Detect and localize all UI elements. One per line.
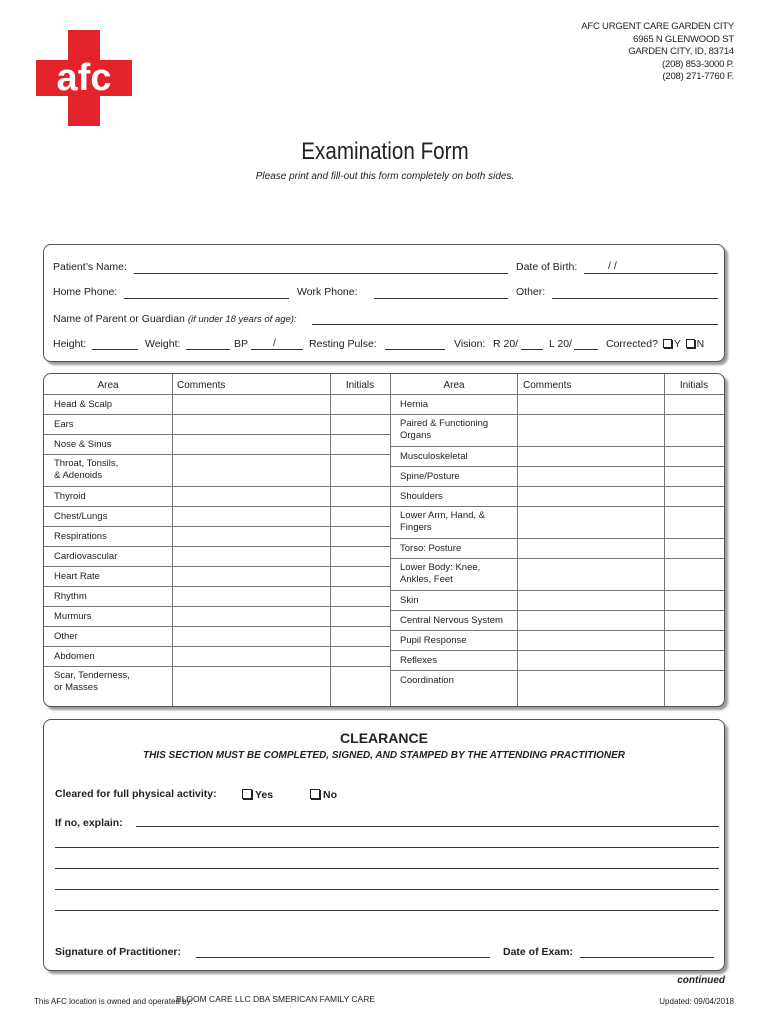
clearance-box bbox=[43, 719, 725, 971]
patient-info-box bbox=[43, 244, 725, 362]
cleared-label: Cleared for full physical activity: bbox=[55, 788, 217, 800]
explain-line[interactable] bbox=[55, 847, 719, 848]
right-area-item: Musculoskeletal bbox=[400, 451, 468, 462]
vision-left-label: L 20/ bbox=[549, 338, 572, 350]
left-area-item: Scar, Tenderness, or Masses bbox=[54, 670, 130, 693]
right-area-item: Reflexes bbox=[400, 655, 437, 666]
left-area-item: Nose & Sinus bbox=[54, 439, 112, 450]
bp-separator: / bbox=[273, 337, 276, 349]
logo-text: afc bbox=[56, 57, 112, 99]
corrected-label: Corrected? bbox=[606, 338, 658, 350]
weight-field[interactable] bbox=[186, 349, 230, 350]
column-divider bbox=[172, 374, 173, 706]
column-divider bbox=[390, 374, 391, 706]
row-divider bbox=[390, 466, 724, 467]
cleared-yes-checkbox[interactable] bbox=[242, 789, 252, 799]
row-divider bbox=[390, 486, 724, 487]
row-divider bbox=[44, 646, 390, 647]
explain-label: If no, explain: bbox=[55, 817, 123, 829]
row-divider bbox=[390, 506, 724, 507]
corrected-no-checkbox[interactable] bbox=[686, 339, 695, 348]
left-area-item: Cardiovascular bbox=[54, 551, 118, 562]
row-divider bbox=[390, 538, 724, 539]
work-phone-field[interactable] bbox=[374, 298, 508, 299]
vision-left-field[interactable] bbox=[574, 349, 598, 350]
home-phone-field[interactable] bbox=[124, 298, 289, 299]
explain-line[interactable] bbox=[136, 826, 719, 827]
row-divider bbox=[44, 486, 390, 487]
corrected-no-label: N bbox=[696, 338, 705, 350]
signature-field[interactable] bbox=[196, 957, 490, 958]
right-area-item: Hernia bbox=[400, 399, 428, 410]
left-area-item: Rhythm bbox=[54, 591, 87, 602]
address-line: GARDEN CITY, ID, 83714 bbox=[628, 46, 734, 57]
dob-separators: / / bbox=[608, 260, 617, 272]
home-phone-label: Home Phone: bbox=[53, 286, 118, 298]
patient-name-label: Patient’s Name: bbox=[53, 261, 127, 273]
cleared-yes-option bbox=[242, 789, 273, 801]
left-comments-header: Comments bbox=[177, 380, 226, 391]
clearance-title: CLEARANCE bbox=[340, 730, 428, 746]
left-area-item: Head & Scalp bbox=[54, 399, 113, 410]
right-initials-header: Initials bbox=[679, 380, 709, 391]
height-label: Height: bbox=[53, 338, 87, 350]
row-divider bbox=[390, 590, 724, 591]
left-area-item: Murmurs bbox=[54, 611, 92, 622]
column-divider bbox=[330, 374, 331, 706]
left-area-item: Ears bbox=[54, 419, 74, 430]
explain-line[interactable] bbox=[55, 868, 719, 869]
continued-note: continued bbox=[677, 975, 725, 986]
other-phone-field[interactable] bbox=[552, 298, 718, 299]
row-divider bbox=[390, 670, 724, 671]
address-line: 6965 N GLENWOOD ST bbox=[633, 33, 734, 45]
vision-label: Vision: bbox=[454, 338, 486, 350]
right-area-item: Central Nervous System bbox=[400, 615, 503, 626]
explain-line[interactable] bbox=[55, 910, 719, 911]
guardian-label-group bbox=[53, 313, 297, 325]
weight-label: Weight: bbox=[145, 338, 181, 350]
guardian-label: Name of Parent or Guardian bbox=[53, 313, 185, 325]
corrected-yes-checkbox[interactable] bbox=[663, 339, 672, 348]
row-divider bbox=[390, 650, 724, 651]
right-area-item: Torso: Posture bbox=[400, 543, 462, 554]
vision-right-field[interactable] bbox=[521, 349, 543, 350]
other-phone-label: Other: bbox=[516, 286, 546, 298]
exam-table bbox=[43, 373, 725, 707]
explain-line[interactable] bbox=[55, 889, 719, 890]
left-area-item: Respirations bbox=[54, 531, 107, 542]
work-phone-label: Work Phone: bbox=[297, 286, 358, 298]
column-divider bbox=[664, 374, 665, 706]
left-area-header: Area bbox=[97, 380, 119, 391]
vision-right-label: R 20/ bbox=[493, 338, 519, 350]
right-area-item: Skin bbox=[400, 595, 419, 606]
row-divider bbox=[44, 606, 390, 607]
left-area-item: Heart Rate bbox=[54, 571, 100, 582]
right-area-item: Lower Arm, Hand, & Fingers bbox=[400, 510, 486, 533]
row-divider bbox=[44, 666, 390, 667]
corrected-yes-label: Y bbox=[673, 338, 681, 350]
row-divider bbox=[390, 630, 724, 631]
exam-date-field[interactable] bbox=[580, 957, 714, 958]
afc-logo bbox=[36, 30, 132, 126]
row-divider bbox=[44, 414, 390, 415]
bp-label: BP bbox=[234, 338, 249, 350]
exam-date-label: Date of Exam: bbox=[503, 946, 574, 958]
row-divider bbox=[44, 526, 390, 527]
row-divider bbox=[390, 558, 724, 559]
address-line: (208) 853-3000 P. bbox=[662, 58, 734, 70]
cleared-no-checkbox[interactable] bbox=[310, 789, 320, 799]
right-comments-header: Comments bbox=[523, 380, 572, 391]
row-divider bbox=[44, 626, 390, 627]
dob-field[interactable] bbox=[584, 273, 718, 274]
dob-label: Date of Birth: bbox=[516, 261, 578, 273]
row-divider bbox=[390, 394, 724, 395]
row-divider bbox=[44, 434, 390, 435]
page-subtitle: Please print and fill-out this form completely on both sides. bbox=[255, 171, 515, 182]
row-divider bbox=[44, 394, 390, 395]
left-area-item: Throat, Tonsils, & Adenoids bbox=[54, 458, 119, 481]
pulse-label: Resting Pulse: bbox=[309, 338, 377, 350]
height-field[interactable] bbox=[92, 349, 138, 350]
row-divider bbox=[390, 446, 724, 447]
row-divider bbox=[44, 454, 390, 455]
left-area-item: Thyroid bbox=[54, 491, 86, 502]
column-divider bbox=[517, 374, 518, 706]
left-area-item: Abdomen bbox=[54, 651, 95, 662]
updated-date: Updated: 09/04/2018 bbox=[659, 997, 734, 1006]
right-area-item: Shoulders bbox=[400, 491, 443, 502]
row-divider bbox=[44, 506, 390, 507]
row-divider bbox=[390, 610, 724, 611]
page-title: Examination Form bbox=[301, 138, 469, 165]
patient-name-field[interactable] bbox=[134, 273, 508, 274]
cleared-no-option bbox=[310, 789, 337, 801]
row-divider bbox=[44, 546, 390, 547]
row-divider bbox=[390, 414, 724, 415]
operated-by-label: This AFC location is owned and operated by: bbox=[34, 997, 193, 1006]
pulse-field[interactable] bbox=[385, 349, 445, 350]
guardian-note: (if under 18 years of age): bbox=[187, 314, 297, 325]
right-area-item: Coordination bbox=[400, 675, 454, 686]
signature-label: Signature of Practitioner: bbox=[55, 946, 182, 958]
row-divider bbox=[44, 566, 390, 567]
clearance-subtitle: THIS SECTION MUST BE COMPLETED, SIGNED, AND STAMPED BY THE ATTENDING PRACTITIONER bbox=[142, 750, 626, 761]
cleared-yes-label: Yes bbox=[255, 789, 274, 801]
clinic-address bbox=[581, 21, 734, 84]
cleared-no-label: No bbox=[323, 789, 337, 801]
bp-field[interactable] bbox=[251, 349, 303, 350]
right-area-header: Area bbox=[443, 380, 465, 391]
corrected-group bbox=[606, 338, 704, 350]
left-initials-header: Initials bbox=[345, 380, 375, 391]
guardian-field[interactable] bbox=[312, 324, 718, 325]
operator-name: BLOOM CARE LLC DBA SMERICAN FAMILY CARE bbox=[176, 994, 376, 1004]
left-area-item: Other bbox=[54, 631, 78, 642]
row-divider bbox=[44, 586, 390, 587]
address-line: (208) 271-7760 F. bbox=[662, 71, 734, 82]
right-area-item: Pupil Response bbox=[400, 635, 467, 646]
right-area-item: Spine/Posture bbox=[400, 471, 460, 482]
right-area-item: Lower Body: Knee, Ankles, Feet bbox=[400, 562, 481, 585]
left-area-item: Chest/Lungs bbox=[54, 511, 108, 522]
right-area-item: Paired & Functioning Organs bbox=[400, 418, 489, 441]
address-line: AFC URGENT CARE GARDEN CITY bbox=[581, 21, 734, 32]
